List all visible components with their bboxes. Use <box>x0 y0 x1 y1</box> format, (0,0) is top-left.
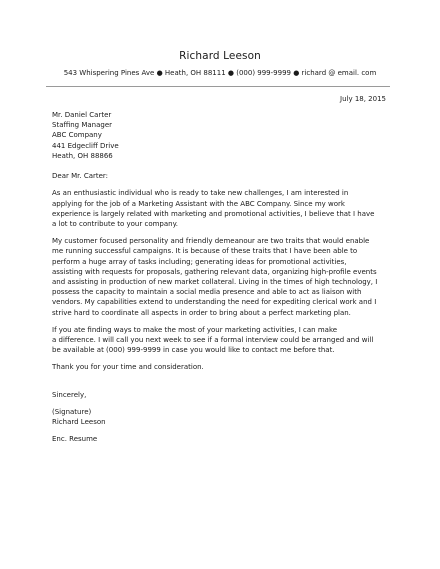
paragraph-line: Thank you for your time and consideration. <box>52 363 204 372</box>
recipient-city: Heath, OH 88866 <box>52 151 113 160</box>
recipient-company: ABC Company <box>52 131 102 140</box>
paragraph-line: a lot to contribute to your company. <box>52 220 178 229</box>
paragraph-line: perform a huge array of tasks including; generating ideas for promotional activities, <box>52 257 347 266</box>
paragraph-line: and assisting in production of new market collateral. Living in the times of high technology, I <box>52 278 378 287</box>
paragraph-line: As an enthusiastic individual who is ready to take new challenges, I am interested in <box>52 189 349 198</box>
closing: Sincerely, <box>52 390 87 399</box>
paragraph-3 <box>52 325 392 356</box>
paragraph-line: me running successful campaigns. It is because of these traits that I have been able to <box>52 247 358 256</box>
paragraph-line: be available at (000) 999-9999 in case you would like to contact me before that. <box>52 346 335 355</box>
signer-name: Richard Leeson <box>52 418 106 427</box>
paragraph-2 <box>52 236 392 318</box>
paragraph-line: applying for the job of a Marketing Assistant with the ABC Company. Since my work <box>52 199 345 208</box>
enclosure-note: Enc. Resume <box>52 435 98 444</box>
paragraph-line: If you ate finding ways to make the most of your marketing activities, I can make <box>52 325 338 334</box>
paragraph-line: assisting with requests for proposals, gathering relevant data, organizing high-profile events <box>52 267 377 276</box>
paragraph-line: experience is largely related with marketing and promotional activities, I believe that I have <box>52 209 375 218</box>
sender-contact-line: 543 Whispering Pines Ave ● Heath, OH 88111 ● (000) 999-9999 ● richard @ email. com <box>63 69 377 77</box>
signature-placeholder: (Signature) <box>52 408 92 417</box>
paragraph-line: possess the capacity to maintain a social media presence and able to act as liaison with <box>52 288 362 297</box>
paragraph-line: My customer focused personality and friendly demeanour are two traits that would enable <box>52 237 370 246</box>
paragraph-1 <box>52 188 392 229</box>
salutation: Dear Mr. Carter: <box>52 172 109 181</box>
paragraph-line: a difference. I will call you next week to see if a formal interview could be arranged and will <box>52 336 374 345</box>
header-divider <box>46 86 390 87</box>
letter-body <box>52 110 392 445</box>
paragraph-line: strive hard to coordinate all aspects in order to bring about a perfect marketing plan. <box>52 308 351 317</box>
recipient-street: 441 Edgecliff Drive <box>52 141 119 150</box>
recipient-title: Staffing Manager <box>52 121 113 130</box>
recipient-name: Mr. Daniel Carter <box>52 111 112 119</box>
paragraph-4 <box>52 362 392 372</box>
recipient-block <box>52 110 392 161</box>
paragraph-line: vendors. My capabilities extend to understanding the need for expediting clerical work and I <box>52 298 377 307</box>
letter-date: July 18, 2015 <box>340 95 386 103</box>
sender-name: Richard Leeson <box>179 50 261 62</box>
